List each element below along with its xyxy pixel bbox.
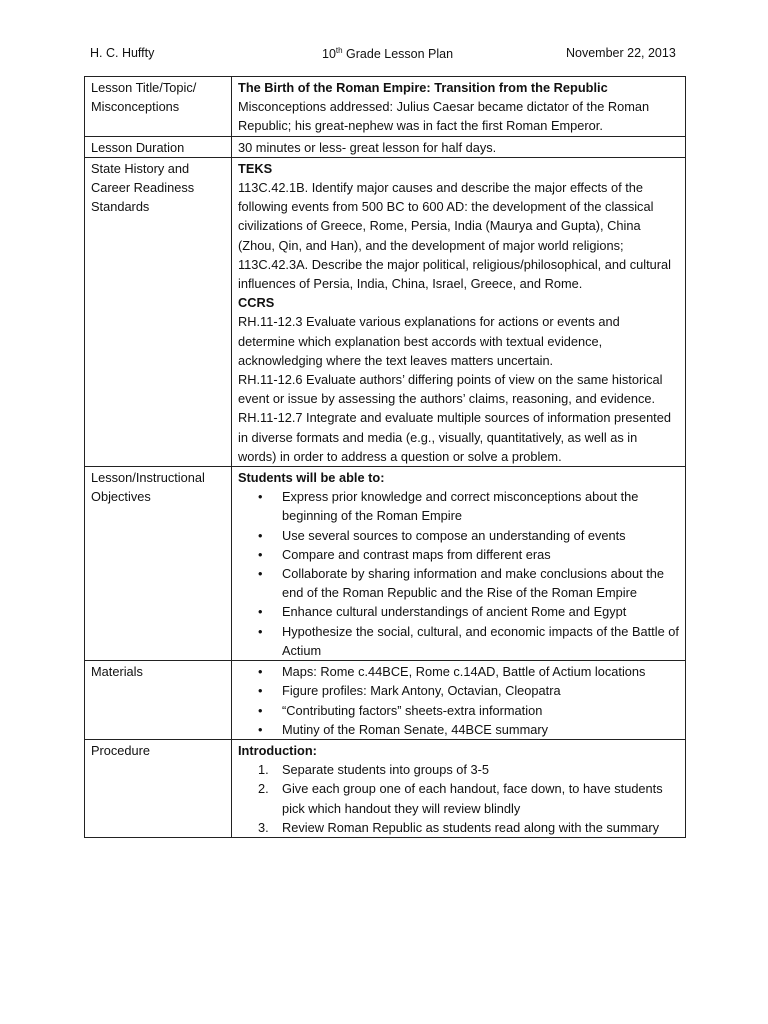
objective-item: • Collaborate by sharing information and make conclusions about the end of the Roman Republic and the Rise of the Roman Empire — [238, 564, 679, 602]
cell-procedure — [232, 739, 686, 837]
label-procedure: Procedure — [85, 739, 232, 837]
material-item: • Maps: Rome c.44BCE, Rome c.14AD, Battle of Actium locations — [238, 662, 679, 681]
teks-standard-1: 113C.42.1B. Identify major causes and describe the major effects of the following events from 500 BC to 600 AD: the development of the classical civilizations of Greece, Rome, Persia, India (Maurya and Gupta), China (Zhou, Qin, and Han), and the development of major world religions; — [238, 180, 654, 253]
lesson-title: The Birth of the Roman Empire: Transition from the Republic — [238, 80, 608, 95]
material-item: • Mutiny of the Roman Senate, 44BCE summary — [238, 720, 679, 739]
teks-standard-2: 113C.42.3A. Describe the major political, religious/philosophical, and cultural influences of Persia, India, China, Israel, Greece, and Rome. — [238, 256, 671, 292]
procedure-step — [238, 760, 679, 779]
objective-item: • Use several sources to compose an understanding of events — [238, 526, 679, 545]
step-text: Review Roman Republic as students read along with the summary — [282, 819, 659, 835]
row-lesson-title — [85, 77, 686, 137]
objective-item: • Hypothesize the social, cultural, and economic impacts of the Battle of Actium — [238, 622, 679, 660]
step-text: Separate students into groups of 3-5 — [282, 762, 490, 778]
objectives-list — [238, 487, 679, 660]
step-text: Give each group one of each handout, face down, to have students pick which handout they will review blindly — [282, 781, 663, 816]
step-number: 1. — [258, 762, 269, 778]
materials-list — [238, 662, 679, 739]
label-standards: State History and Career Readiness Standards — [85, 157, 232, 466]
label-materials: Materials — [85, 661, 232, 740]
cell-standards — [232, 157, 686, 466]
label-lesson-title: Lesson Title/Topic/ Misconceptions — [85, 77, 232, 137]
label-lesson-duration: Lesson Duration — [85, 136, 232, 157]
step-number: 3. — [258, 819, 269, 835]
ccrs-heading: CCRS — [238, 295, 275, 311]
ccrs-standard-1: RH.11-12.3 Evaluate various explanations for actions or events and determine which explanation best accords with textual evidence, acknowledging where the text leaves matters uncertain. — [238, 314, 620, 368]
procedure-step — [238, 779, 679, 817]
cell-materials — [232, 661, 686, 740]
grade-number: 10 — [322, 47, 336, 62]
material-item: • “Contributing factors” sheets-extra information — [238, 701, 679, 720]
lesson-plan-table — [84, 76, 686, 838]
ccrs-standard-2: RH.11-12.6 Evaluate authors’ differing points of view on the same historical event or issue by assessing the authors’ claims, reasoning, and evidence. — [238, 372, 663, 407]
procedure-step — [238, 818, 679, 837]
step-number: 2. — [258, 781, 269, 797]
row-materials — [85, 661, 686, 740]
label-objectives: Lesson/Instructional Objectives — [85, 467, 232, 661]
header-author: H. C. Huffty — [90, 46, 155, 60]
cell-lesson-title — [232, 77, 686, 137]
duration-text: 30 minutes or less- great lesson for half days. — [232, 136, 686, 157]
objective-item: • Express prior knowledge and correct misconceptions about the beginning of the Roman Empire — [238, 487, 679, 525]
procedure-steps — [238, 760, 679, 837]
plan-title-text: Grade Lesson Plan — [342, 47, 454, 62]
objective-item: • Compare and contrast maps from different eras — [238, 545, 679, 564]
objective-item: • Enhance cultural understandings of ancient Rome and Egypt — [238, 602, 679, 621]
material-item: • Figure profiles: Mark Antony, Octavian, Cleopatra — [238, 681, 679, 700]
misconceptions-text: Misconceptions addressed: Julius Caesar became dictator of the Roman Republic; his great-nephew was in fact the first Roman Emperor. — [238, 99, 650, 134]
row-lesson-duration — [85, 136, 686, 157]
row-objectives — [85, 467, 686, 661]
teks-heading: TEKS — [238, 160, 273, 176]
header-date: November 22, 2013 — [566, 46, 676, 60]
cell-objectives — [232, 467, 686, 661]
row-procedure — [85, 739, 686, 837]
ccrs-standard-3: RH.11-12.7 Integrate and evaluate multiple sources of information presented in diverse formats and media (e.g., visually, quantitatively, as well as in words) in order to address a question or solve a problem. — [238, 410, 671, 464]
grade-ordinal: th — [335, 46, 343, 55]
header-plan-title — [322, 46, 453, 61]
objectives-intro: Students will be able to: — [238, 470, 385, 486]
row-standards — [85, 157, 686, 466]
procedure-heading: Introduction: — [238, 742, 317, 758]
